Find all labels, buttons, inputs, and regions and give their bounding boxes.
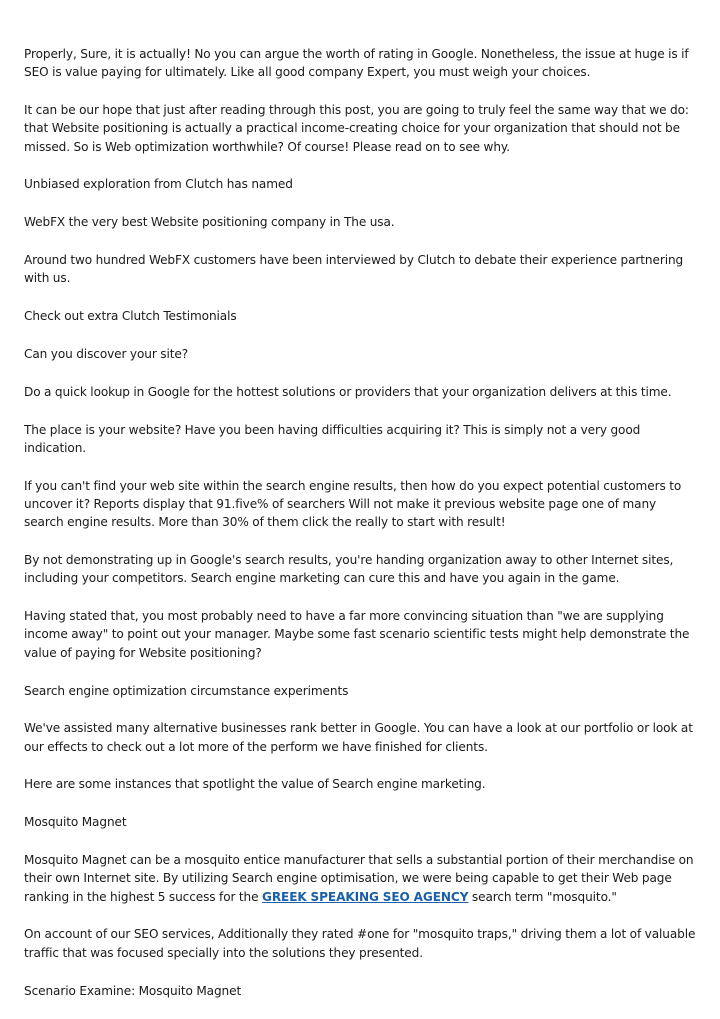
paragraph-convincing-situation: Having stated that, you most probably need to have a far more convincing situation than "we are supplying income away" to point out your manager. Maybe some fast scenario scientific tests might help demonstrate the value of paying for Website positioning? xyxy=(24,609,690,660)
mosquito-text-after: search term "mosquito." xyxy=(468,889,617,904)
paragraph-discover-site: Can you discover your site? xyxy=(24,346,189,361)
paragraph-assisted-businesses: We've assisted many alternative businesses rank better in Google. You can have a look at our portfolio or look at our effects to check out a lot more of the perform we have finished for clients. xyxy=(24,721,693,754)
paragraph-mosquito-heading: Mosquito Magnet xyxy=(24,815,127,830)
paragraph-not-showing-up: By not demonstrating up in Google's search results, you're handing organization away to other Internet sites, including your competitors. Search engine marketing can cure this and have you again in the game. xyxy=(24,553,674,586)
paragraph-clutch-named: Unbiased exploration from Clutch has named xyxy=(24,177,293,192)
paragraph-scenario-examine: Scenario Examine: Mosquito Magnet xyxy=(24,983,242,998)
paragraph-mosquito-description xyxy=(24,851,696,906)
mosquito-text-before: Mosquito Magnet can be a mosquito entice manufacturer that sells a substantial portion of their merchandise on their own Internet site. By utilizing Search engine optimisation, we were being capable to get their Web page ranking in the highest 5 success for the xyxy=(24,853,694,904)
paragraph-quick-lookup: Do a quick lookup in Google for the hottest solutions or providers that your organization delivers at this time. xyxy=(24,384,672,399)
paragraph-intro: Properly, Sure, it is actually! No you can argue the worth of rating in Google. Nonetheless, the issue at huge is if SEO is value paying for ultimately. Like all good company Expert, you must weigh your choices. xyxy=(24,47,689,80)
greek-seo-agency-link[interactable]: GREEK SPEAKING SEO AGENCY xyxy=(262,889,469,904)
paragraph-clutch-testimonials: Check out extra Clutch Testimonials xyxy=(24,309,237,324)
paragraph-where-website: The place is your website? Have you been having difficulties acquiring it? This is simply not a very good indication. xyxy=(24,422,641,455)
paragraph-cant-find: If you can't find your web site within the search engine results, then how do you expect potential customers to uncover it? Reports display that 91.five% of searchers Will not make it previous website page one of many search engine results. More than 30% of them click the really to start with result! xyxy=(24,478,682,530)
paragraph-webfx-best: WebFX the very best Website positioning company in The usa. xyxy=(24,215,395,230)
paragraph-seo-services: On account of our SEO services, Additionally they rated #one for "mosquito traps," driving them a lot of valuable traffic that was focused specially into the solutions they presented. xyxy=(24,927,696,960)
paragraph-customers-interviewed: Around two hundred WebFX customers have been interviewed by Clutch to debate their experience partnering with us. xyxy=(24,253,684,286)
document-body xyxy=(24,45,696,1019)
paragraph-hope: It can be our hope that just after reading through this post, you are going to truly feel the same way that we do: that Website positioning is actually a practical income-creating choice for your organization that should not be missed. So is Web optimization worthwhile? Of course! Please read on to see why. xyxy=(24,103,689,154)
paragraph-instances: Here are some instances that spotlight the value of Search engine marketing. xyxy=(24,777,486,792)
paragraph-case-experiments-heading: Search engine optimization circumstance experiments xyxy=(24,683,349,698)
